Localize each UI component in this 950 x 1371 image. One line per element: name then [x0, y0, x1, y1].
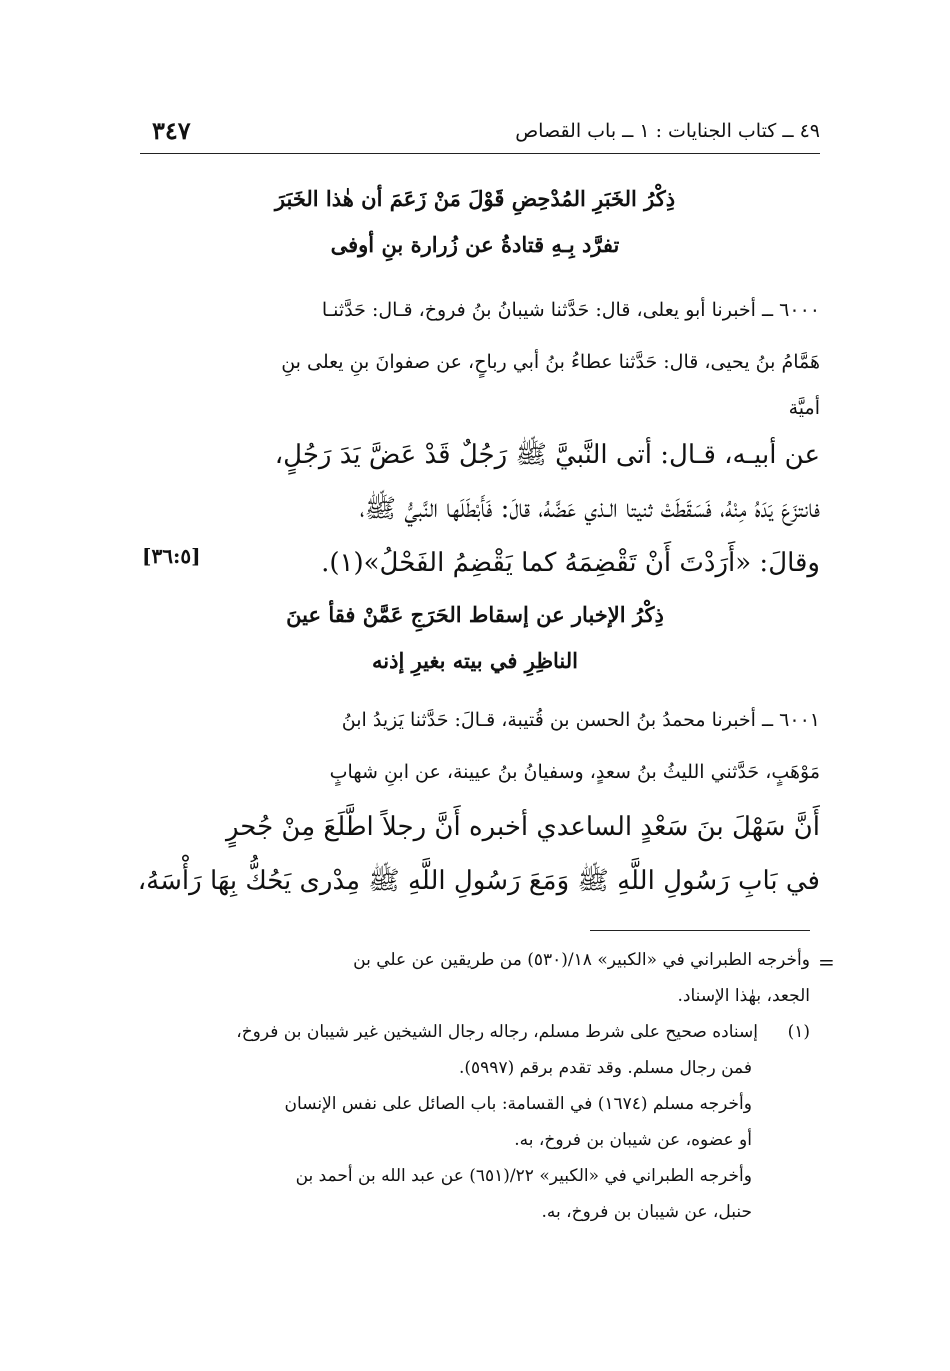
isnad-line: مَوْهَبٍ، حَدَّثني الليثُ بنُ سعدٍ، وسفيانُ بنُ عيينة، عن ابنِ شهابٍ	[329, 761, 820, 783]
header-rule	[140, 153, 820, 154]
hadith-6001-matn	[130, 800, 820, 908]
page-number: ٣٤٧	[152, 116, 191, 145]
footnotes	[135, 942, 810, 1230]
matn-line: عن أبيـه، قـال: أتى النَّبيَّ ﷺ رَجُلٌ قَدْ عَضَّ يَدَ رَجُلٍ،	[274, 440, 820, 470]
running-header	[140, 112, 820, 152]
hadith-6000-matn	[130, 428, 820, 590]
hadith-6001-isnad	[130, 694, 820, 798]
section-heading-2	[130, 592, 820, 684]
chapter-title: ٤٩ ــ كتاب الجنايات : ١ ــ باب القصاص	[515, 120, 820, 142]
isnad-line: ٦٠٠٠ ــ أخبرنا أبو يعلى، قال: حَدَّثنا شيبانُ بنُ فروخ، قـال: حَدَّثنـا	[321, 299, 820, 321]
footnote-line: فمن رجال مسلم. وقد تقدم برقم (٥٩٩٧).	[459, 1058, 752, 1078]
isnad-line: هَمَّامُ بنُ يحيى، قال: حَدَّثنا عطاءُ بنُ أبي رباحٍ، عن صفوانَ بنِ يعلى بنِ	[281, 351, 820, 373]
footnote-line: حنبل، عن شيبان بن فروخ، به.	[541, 1202, 752, 1222]
footnote-line: الجعد، بهٰذا الإسناد.	[677, 986, 810, 1006]
matn-line: أَنَّ سَهْلَ بنَ سَعْدٍ الساعدي أخبره أَنَّ رجلاً اطَّلَعَ مِنْ جُحرٍ	[225, 812, 820, 842]
isnad-line: أميَّة	[788, 397, 820, 419]
matn-line: فانتزَعَ يَدَهُ مِنْهُ، فَسَقَطَتْ ثنيتا الـذي عَضَّهُ، قالَ: فَأَبْطَلَها النَّبيُّ ﷺ،	[359, 494, 820, 524]
footnote-1-line	[135, 1014, 810, 1050]
footnote-line: وأخرجه مسلم (١٦٧٤) في القسامة: باب الصائل على نفس الإنسان	[284, 1094, 752, 1114]
footnote-line: وأخرجه الطبراني في «الكبير» ٢٢/(٦٥١) عن عبد الله بن أحمد بن	[295, 1166, 752, 1186]
isnad-line: ٦٠٠١ ــ أخبرنا محمدُ بنُ الحسن بن قُتيبة، قـالَ: حَدَّثنا يَزيدُ ابنُ	[341, 709, 820, 731]
section-heading-1	[130, 176, 820, 268]
heading-line: ذِكْرُ الخَبَرِ المُدْحِضِ قَوْلَ مَنْ زَعَمَ أن هٰذا الخَبَرَ	[274, 186, 676, 211]
footnote-number: (١)	[787, 1022, 810, 1042]
heading-line: تفرَّد بِـهِ قتادةُ عن زُرارة بنِ أوفى	[330, 232, 620, 257]
footnote-line: وأخرجه الطبراني في «الكبير» ١٨/(٥٣٠) من طريقين عن علي بن	[353, 950, 810, 970]
matn-line: وقالَ: «أَرَدْتَ أَنْ تَقْضِمَهُ كما يَقْضِمُ الفَحْلُ»(١).	[321, 548, 820, 578]
footnote-line: أو عضوه، عن شيبان بن فروخ، به.	[514, 1130, 752, 1150]
footnote-rule	[590, 930, 810, 931]
heading-line: الناظِرِ في بيته بغيرِ إذنه	[371, 648, 579, 673]
footnote-text: إسناده صحيح على شرط مسلم، رجاله رجال الشيخين غير شيبان بن فروخ،	[236, 1022, 758, 1042]
continuation-mark: =	[818, 950, 835, 974]
reference-number: [٣٦:٥]	[142, 544, 201, 568]
heading-line: ذِكْرُ الإخبار عن إسقاط الحَرَجِ عَمَّنْ فقأ عينَ	[286, 602, 664, 627]
matn-line: في بَابِ رَسُولِ اللَّهِ ﷺ وَمَعَ رَسُولِ اللَّهِ ﷺ مِدْرى يَحُكُّ بِهَا رَأْسَهُ،	[137, 866, 820, 896]
hadith-6000-isnad	[130, 284, 820, 428]
